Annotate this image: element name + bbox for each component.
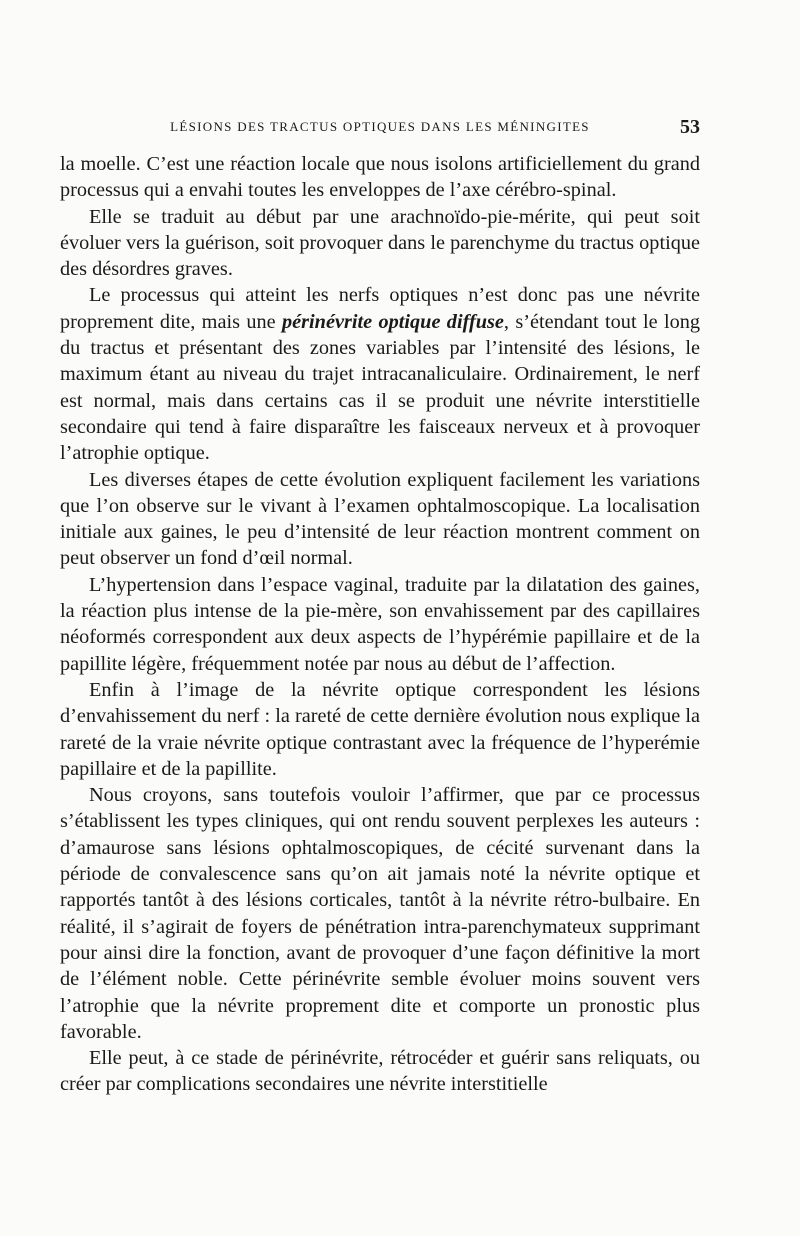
paragraph-5: L’hypertension dans l’espace vaginal, traduite par la dilatation des gaines, la réaction plus intense de la pie-mère, son envahissement par des capillaires néoformés correspondent aux deux aspects de l’hypérémie papillaire et de la papillite légère, fréquemment notée par nous au début de l’affection. [60, 573, 700, 675]
page-number: 53 [680, 116, 700, 138]
paragraph-8: Elle peut, à ce stade de périnévrite, rétrocéder et guérir sans reliquats, ou créer par complications secondaires une névrite interstitielle [60, 1047, 700, 1096]
paragraph-2: Elle se traduit au début par une arachnoïdo-pie-mérite, qui peut soit évoluer vers la guérison, soit provoquer dans le parenchyme du tractus optique des désordres graves. [60, 205, 700, 281]
body-text [60, 151, 700, 1098]
page-header [60, 116, 700, 138]
paragraph-6: Enfin à l’image de la névrite optique correspondent les lésions d’envahissement du nerf : la rareté de cette dernière évolution nous explique la rareté de la vraie névrite optique contrastant avec la fréquence de l’hyperémie papillaire et de la papillite. [60, 678, 700, 780]
paragraph-7: Nous croyons, sans toutefois vouloir l’affirmer, que par ce processus s’établissent les types cliniques, qui ont rendu souvent perplexes les auteurs : d’amaurose sans lésions ophtalmoscopiques, de cécité survenant dans la période de convalescence sans qu’on ait jamais noté la névrite optique et rapportés tantôt à des lésions corticales, tantôt à la névrite rétro-bulbaire. En réalité, il s’agirait de foyers de pénétration intra-parenchymateux supprimant pour ainsi dire la fonction, avant de provoquer d’une façon définitive la mort de l’élément noble. Cette périnévrite semble évoluer moins souvent vers l’atrophie que la névrite proprement dite et comporte un pronostic plus favorable. [60, 784, 700, 1043]
running-title: LÉSIONS DES TRACTUS OPTIQUES DANS LES MÉNINGITES [170, 119, 590, 134]
paragraph-3-after: , s’étendant tout le long du tractus et présentant des zones variables par l’intensité des lésions, le maximum étant au niveau du trajet intracanaliculaire. Ordinairement, le nerf est normal, mais dans certains cas il se produit une névrite interstitielle secondaire qui tend à faire disparaître les faisceaux nerveux et à provoquer l’atrophie optique. [60, 310, 700, 465]
paragraph-3 [60, 282, 700, 466]
paragraph-4: Les diverses étapes de cette évolution expliquent facilement les variations que l’on observe sur le vivant à l’examen ophtalmoscopique. La localisation initiale aux gaines, le peu d’intensité de leur réaction montrent comment on peut observer un fond d’œil normal. [60, 468, 700, 570]
paragraph-3-before: Le processus qui atteint les nerfs optiques n’est donc pas une névrite proprement dite, mais une [60, 284, 700, 333]
paragraph-1: la moelle. C’est une réaction locale que nous isolons artificiellement du grand processus qui a envahi toutes les enveloppes de l’axe cérébro-spinal. [60, 153, 700, 202]
emphasis-perinevrite: périnévrite optique diffuse [282, 310, 504, 333]
